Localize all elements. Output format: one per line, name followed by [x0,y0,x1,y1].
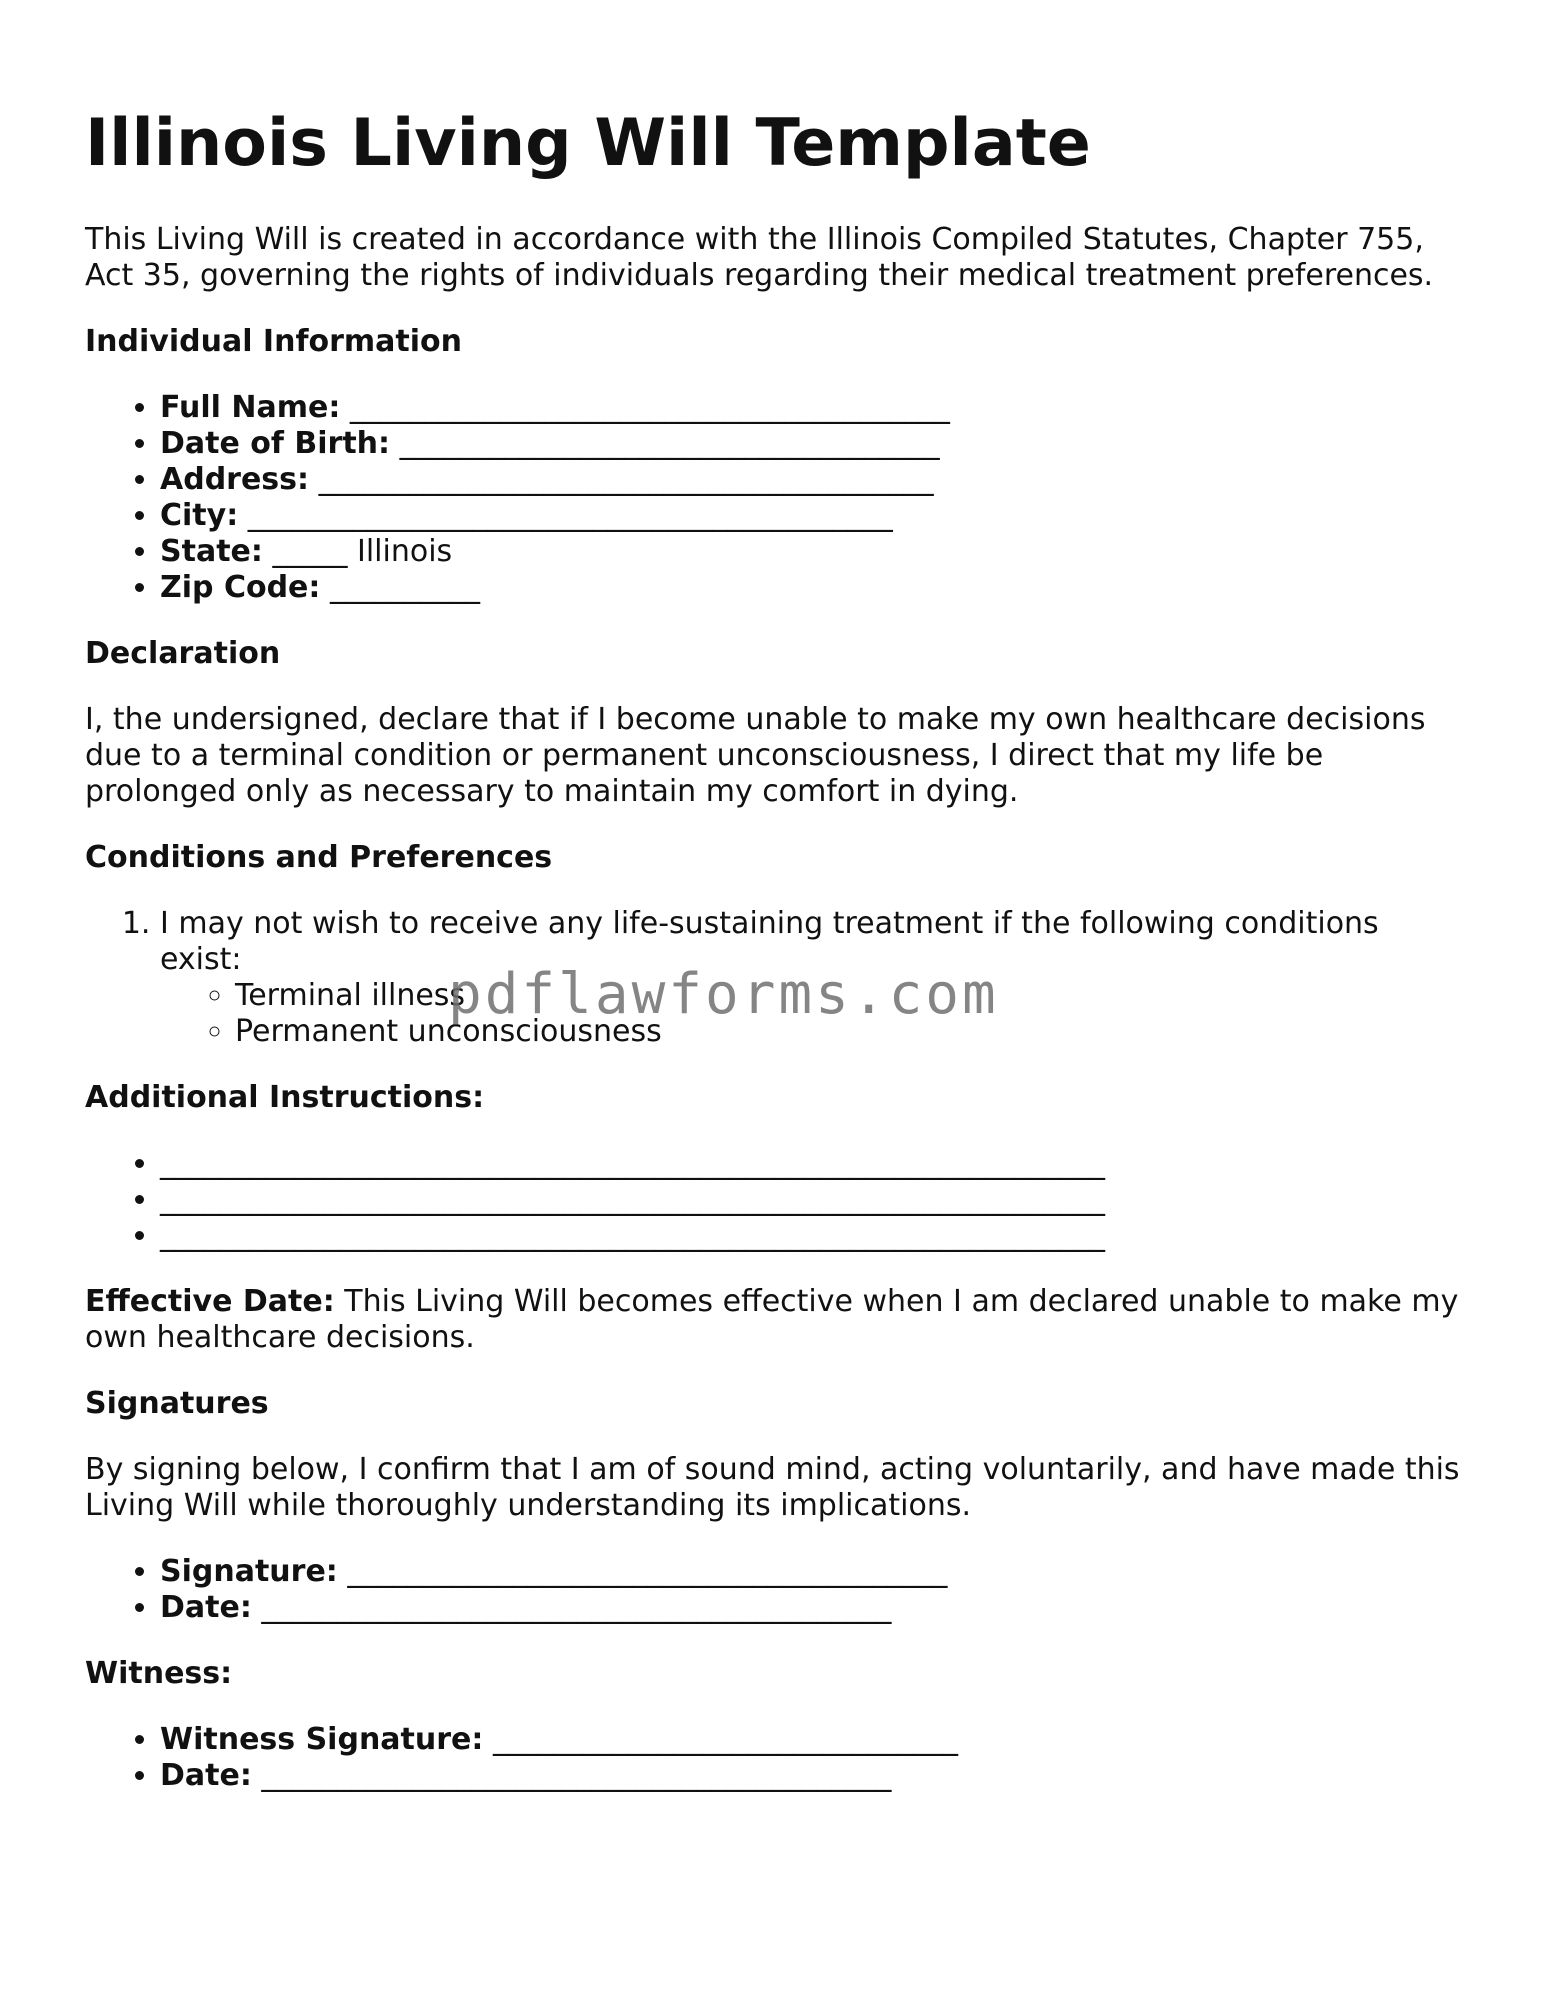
condition-item: 1. I may not wish to receive any life-sustaining treatment if the following conditions exist: ◦ Terminal illness ◦ Permanent unconsciousness [160,906,1465,1050]
field-city[interactable]: • City: ___________________________________________ [160,498,1465,534]
witness-heading: Witness: [85,1656,233,1691]
additional-instructions-heading: Additional Instructions: [85,1080,485,1115]
witness-list [85,1722,1465,1794]
additional-instruction-line[interactable]: • _______________________________________________________________ [160,1146,1465,1182]
field-state[interactable]: • State: _____ Illinois [160,534,1465,570]
field-zip-code[interactable]: • Zip Code: __________ [160,570,1465,606]
additional-instruction-line[interactable]: • _______________________________________________________________ [160,1218,1465,1254]
condition-terminal-illness: ◦ Terminal illness [235,978,1465,1014]
signatures-paragraph: By signing below, I confirm that I am of sound mind, acting voluntarily, and have made this Living Will while thoroughly understanding its implications. [85,1452,1460,1523]
individual-information-heading: Individual Information [85,324,462,359]
declaration-heading: Declaration [85,636,281,671]
document-page [85,0,1465,1794]
page-title: Illinois Living Will Template [85,106,1091,181]
individual-information-list [85,390,1465,606]
intro-paragraph: This Living Will is created in accordance with the Illinois Compiled Statutes, Chapter 755, Act 35, governing the rights of individuals regarding their medical treatment preferences. [85,222,1434,293]
effective-date-label: Effective Date: [85,1284,335,1319]
additional-instructions-list [85,1146,1465,1254]
signatures-heading: Signatures [85,1386,269,1421]
field-address[interactable]: • Address: _________________________________________ [160,462,1465,498]
signatures-list [85,1554,1465,1626]
field-witness-date[interactable]: • Date: __________________________________________ [160,1758,1465,1794]
condition-permanent-unconsciousness: ◦ Permanent unconsciousness [235,1014,1465,1050]
conditions-heading: Conditions and Preferences [85,840,553,875]
effective-date-text: This Living Will becomes effective when I am declared unable to make my own healthcare decisions. [85,1284,1459,1355]
field-signature-date[interactable]: • Date: __________________________________________ [160,1590,1465,1626]
effective-date-paragraph [85,1284,1465,1356]
watermark: pdflawforms.com [448,962,999,1027]
declaration-paragraph: I, the undersigned, declare that if I become unable to make my own healthcare decisions due to a terminal condition or permanent unconsciousness, I direct that my life be prolonged only as necessary to maintain my comfort in dying. [85,702,1426,809]
field-full-name[interactable]: • Full Name: ________________________________________ [160,390,1465,426]
field-signature[interactable]: • Signature: ________________________________________ [160,1554,1465,1590]
field-witness-signature[interactable]: • Witness Signature: _______________________________ [160,1722,1465,1758]
field-date-of-birth[interactable]: • Date of Birth: ____________________________________ [160,426,1465,462]
additional-instruction-line[interactable]: • _______________________________________________________________ [160,1182,1465,1218]
